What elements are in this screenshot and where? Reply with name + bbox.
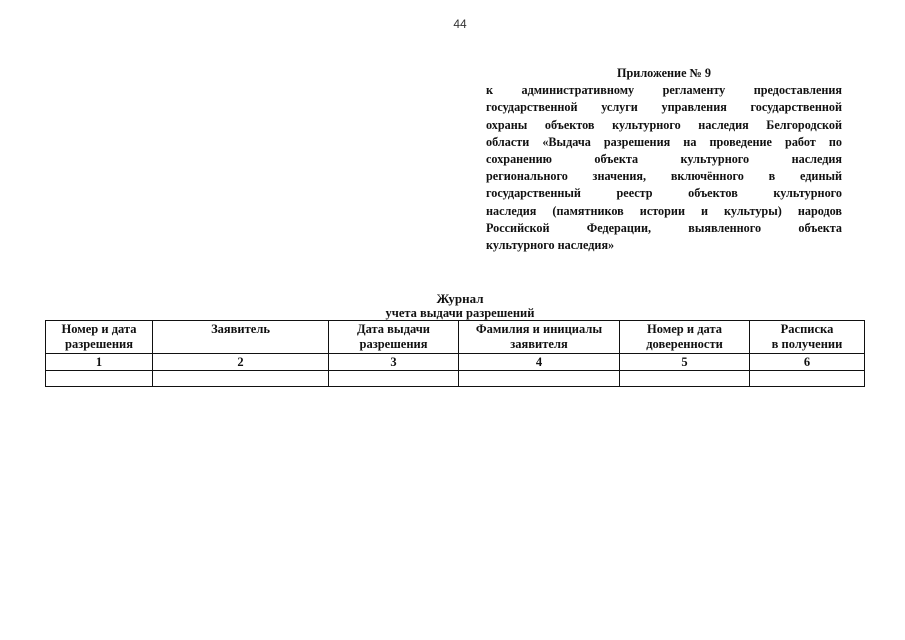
- appendix-line: наследия (памятников истории и культуры) народов: [486, 203, 842, 218]
- header-cell: Фамилия и инициалы заявителя: [459, 321, 620, 354]
- header-cell: Номер и дата доверенности: [620, 321, 750, 354]
- journal-title: Журнал: [436, 291, 484, 306]
- column-number: 3: [329, 354, 459, 371]
- column-number: 1: [46, 354, 153, 371]
- appendix-line: Российской Федерации, выявленного объекта: [486, 220, 842, 235]
- appendix-block: [486, 65, 842, 254]
- column-number-row: [46, 354, 865, 371]
- appendix-line: культурного наследия»: [486, 238, 615, 253]
- appendix-line: к административному регламенту предоставления: [486, 83, 842, 98]
- journal-subtitle: учета выдачи разрешений: [385, 306, 535, 320]
- appendix-line: охраны объектов культурного наследия Белгородской: [486, 117, 842, 132]
- appendix-title: Приложение № 9: [617, 66, 711, 80]
- table-header-row: [46, 321, 865, 354]
- empty-cell: [153, 371, 329, 387]
- page-number: 44: [453, 17, 467, 31]
- empty-cell: [620, 371, 750, 387]
- header-cell: Дата выдачи разрешения: [329, 321, 459, 354]
- appendix-line: регионального значения, включённого в единый: [486, 169, 842, 184]
- table-row: [46, 371, 865, 387]
- empty-cell: [46, 371, 153, 387]
- empty-cell: [329, 371, 459, 387]
- column-number: 4: [459, 354, 620, 371]
- appendix-line: сохранению объекта культурного наследия: [486, 152, 842, 167]
- column-number: 5: [620, 354, 750, 371]
- column-number: 2: [153, 354, 329, 371]
- appendix-line: государственной услуги управления государственной: [486, 100, 842, 115]
- empty-cell: [459, 371, 620, 387]
- header-cell: Заявитель: [153, 321, 329, 354]
- journal-heading: [0, 291, 905, 321]
- journal-table: [45, 320, 865, 387]
- appendix-line: области «Выдача разрешения на проведение работ по: [486, 134, 842, 149]
- header-cell: Номер и дата разрешения: [46, 321, 153, 354]
- column-number: 6: [750, 354, 865, 371]
- header-cell: Расписка в получении: [750, 321, 865, 354]
- empty-cell: [750, 371, 865, 387]
- appendix-line: государственный реестр объектов культурного: [486, 186, 842, 201]
